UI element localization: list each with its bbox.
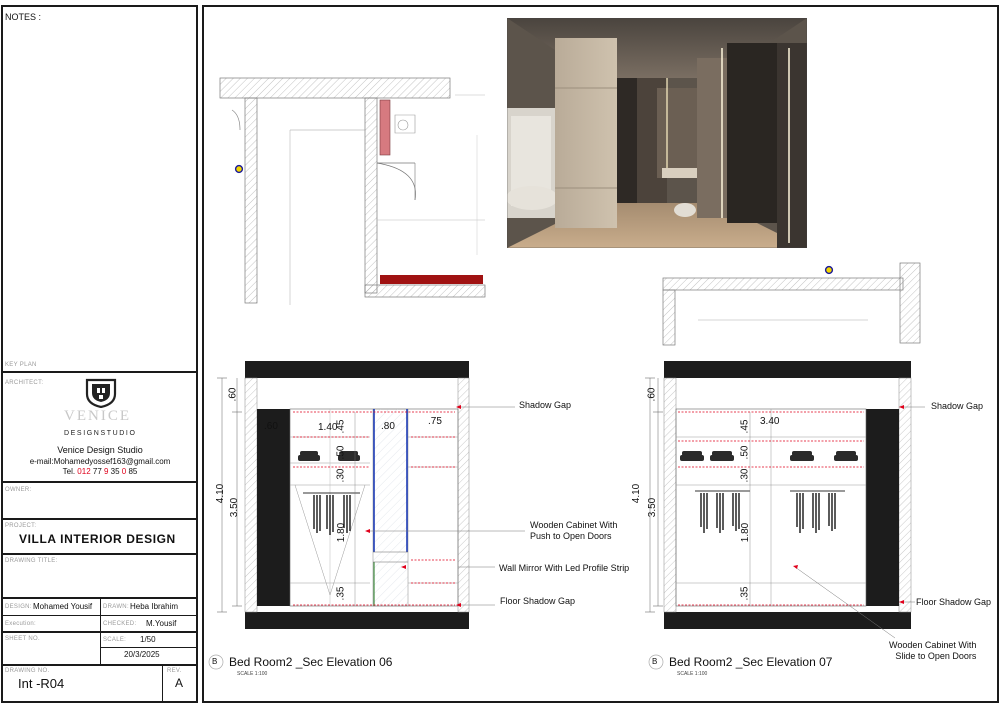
owner-label: OWNER: — [5, 487, 32, 493]
studio-email — [0, 457, 200, 466]
note-cabinet — [889, 640, 976, 662]
dim-c2: .80 — [381, 421, 395, 432]
elevation-07-scale: SCALE 1:100 — [677, 671, 708, 677]
floor-slab — [664, 612, 911, 629]
dim-total: 4.10 — [631, 483, 643, 504]
tel-part: 012 — [77, 467, 91, 476]
studio-name: Venice Design Studio — [57, 445, 143, 455]
checked-value: M.Yousif — [146, 619, 177, 628]
dim-w1: 3.40 — [760, 416, 780, 427]
dim-h3: .30 — [739, 468, 751, 483]
elevation-06-drawing — [205, 355, 645, 645]
elevation-06-title: Bed Room2 _Sec Elevation 06 — [229, 655, 393, 669]
plan-fragment-right — [658, 258, 928, 353]
note-cabinet-line2: Push to Open Doors — [530, 531, 612, 541]
dim-h2: .50 — [739, 445, 751, 460]
logo-subtitle: DESIGNSTUDIO — [64, 430, 137, 437]
design-label: DESIGN: — [5, 604, 32, 610]
divider — [1, 553, 198, 555]
dim-h1: .45 — [335, 419, 347, 434]
elevation-07-title: Bed Room2 _Sec Elevation 07 — [669, 655, 833, 669]
notes-label: NOTES : — [5, 12, 42, 22]
studio-phone — [0, 467, 200, 476]
divider — [100, 647, 198, 648]
ceiling-slab — [664, 361, 911, 378]
dim-c3: .75 — [428, 416, 442, 427]
divider — [1, 615, 198, 616]
date-value: 20/3/2025 — [124, 650, 160, 659]
section-marker-letter: B — [212, 657, 218, 666]
note-mirror: Wall Mirror With Led Profile Strip — [499, 563, 630, 573]
dim-inner: 3.50 — [229, 497, 241, 518]
note-cabinet-line2: Slide to Open Doors — [895, 651, 977, 661]
tel-part: 35 — [108, 467, 122, 476]
revision: A — [175, 676, 184, 690]
dim-top: .60 — [646, 387, 658, 402]
tel-part: 85 — [126, 467, 138, 476]
design-value: Mohamed Yousif — [33, 602, 93, 611]
drawing-title-label: DRAWING TITLE: — [5, 558, 58, 564]
tel-part: 0 — [121, 467, 127, 476]
black-panel — [257, 409, 290, 606]
note-shadow-gap: Shadow Gap — [519, 400, 572, 410]
tel-prefix: Tel. — [62, 467, 78, 476]
dim-h4: 1.80 — [740, 522, 752, 543]
project-name: VILLA INTERIOR DESIGN — [19, 532, 176, 546]
dim-h2: .50 — [335, 445, 347, 460]
drawn-value: Heba Ibrahim — [130, 602, 179, 611]
dim-h1: .45 — [739, 419, 751, 434]
drawn-label: DRAWN: — [103, 604, 129, 610]
render-image — [507, 18, 807, 248]
divider — [1, 664, 198, 666]
dim-total: 4.10 — [215, 483, 227, 504]
dim-inner: 3.50 — [647, 497, 659, 518]
note-floor-gap: Floor Shadow Gap — [916, 597, 992, 607]
scale-value: 1/50 — [140, 635, 156, 644]
dim-c1: .60 — [264, 421, 278, 432]
note-cabinet-line1: Wooden Cabinet With — [530, 520, 618, 530]
note-cabinet — [530, 520, 617, 542]
scale-label: SCALE: — [103, 637, 127, 643]
divider — [1, 371, 198, 373]
dim-w1: 1.40 — [318, 422, 338, 433]
dim-h3: .30 — [335, 468, 347, 483]
note-floor-gap: Floor Shadow Gap — [500, 596, 576, 606]
checked-label: CHECKED: — [103, 621, 137, 627]
dim-h5: .35 — [335, 586, 347, 601]
architect-label: ARCHITECT: — [5, 380, 44, 386]
note-cabinet-line1: Wooden Cabinet With — [889, 640, 977, 650]
mirror-panel — [373, 409, 408, 606]
dim-top: .60 — [227, 387, 239, 402]
tel-part: 77 — [90, 467, 104, 476]
divider — [1, 631, 198, 633]
divider — [1, 518, 198, 520]
email-text: e-mail:Mohamedyossef163@gmail.com — [29, 457, 171, 466]
sheet-label: SHEET NO. — [5, 636, 40, 642]
tel-part: 9 — [104, 467, 109, 476]
project-label: PROJECT: — [5, 523, 37, 529]
divider — [162, 664, 163, 703]
plan-fragment — [215, 75, 495, 305]
dim-h4: 1.80 — [336, 522, 348, 543]
note-shadow-gap: Shadow Gap — [931, 401, 984, 411]
studio-logo — [84, 378, 118, 408]
execution-label: Execution: — [5, 621, 37, 627]
key-plan-label: KEY PLAN — [5, 362, 37, 368]
section-marker-letter: B — [652, 657, 658, 666]
ceiling-slab — [245, 361, 469, 378]
divider — [1, 481, 198, 483]
elevation-06-scale: SCALE 1:100 — [237, 671, 268, 677]
drawing-number: Int -R04 — [18, 676, 65, 691]
drawing-no-label: DRAWING NO. — [5, 668, 50, 674]
rev-label: REV. — [167, 668, 182, 674]
floor-slab — [245, 612, 469, 629]
dim-h5: .35 — [739, 586, 751, 601]
black-panel — [866, 409, 899, 606]
logo-wordmark: VENICE — [64, 408, 131, 424]
